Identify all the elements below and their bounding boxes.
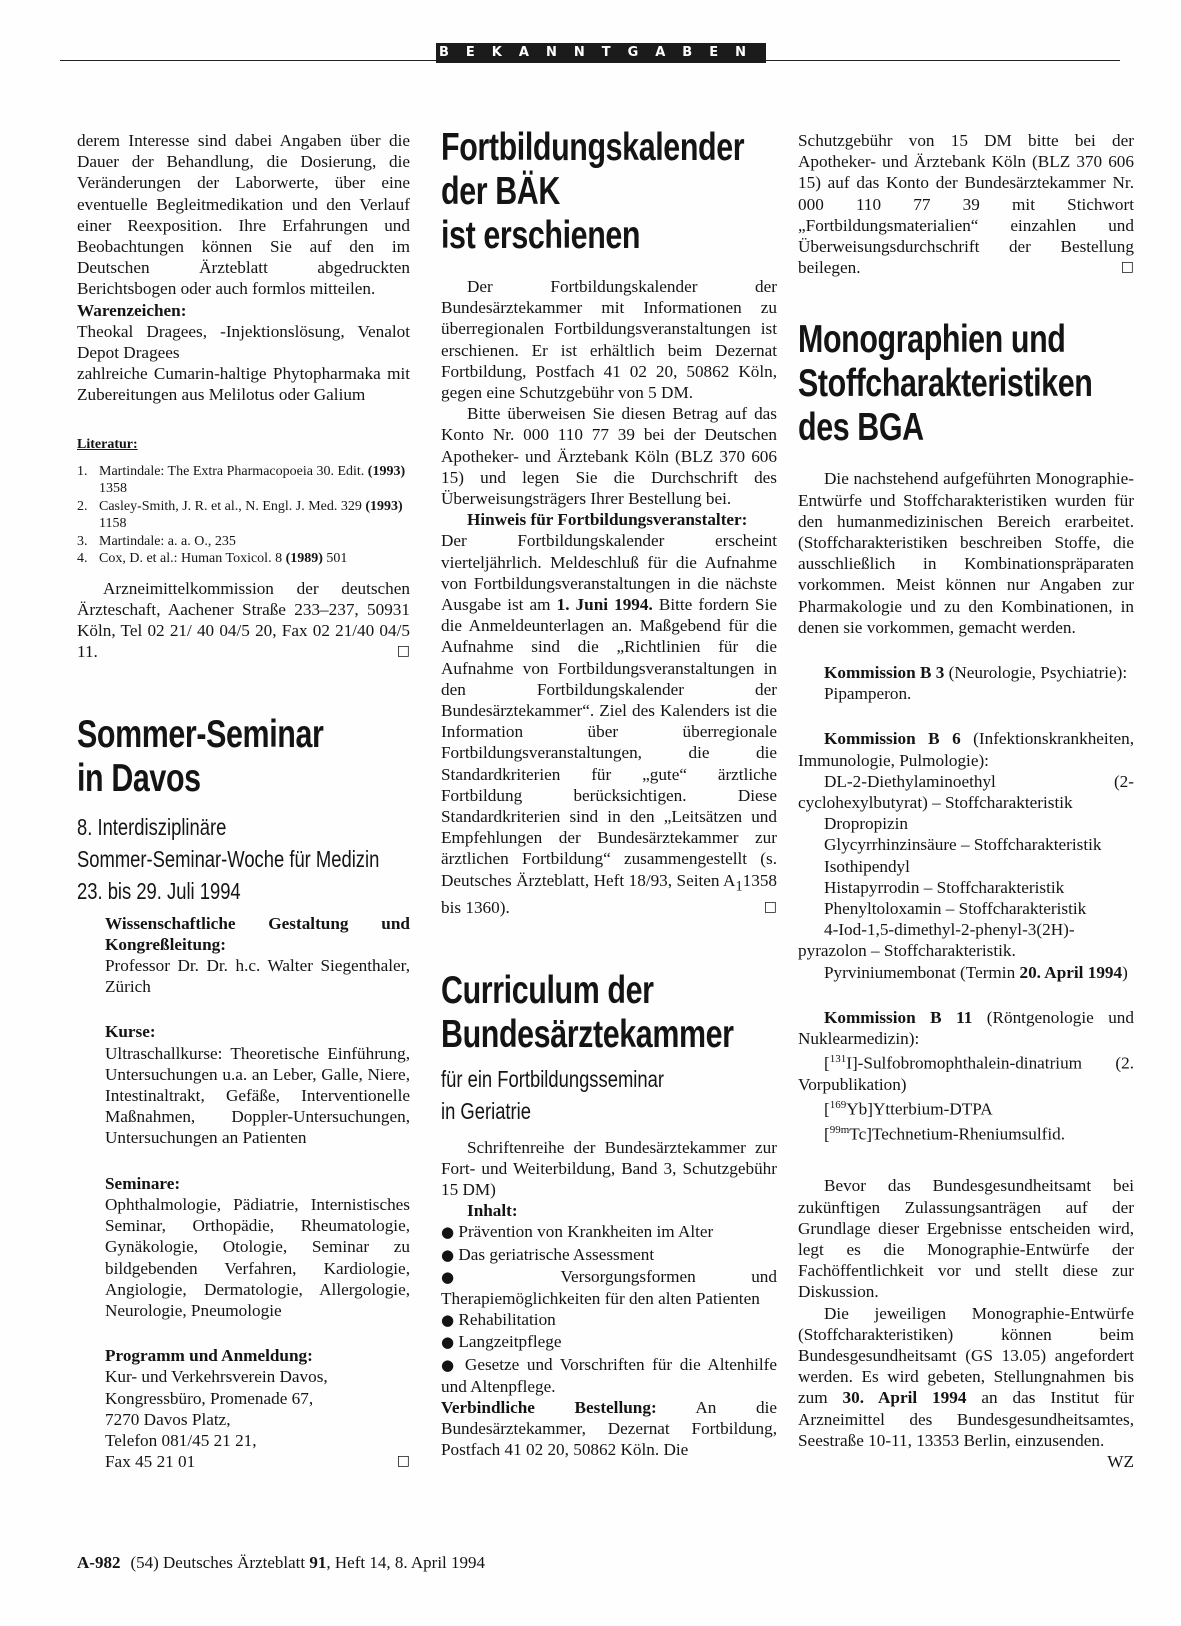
kurse-text: Ultraschallkurse: Theoretische Einführung, Untersuchungen u.a. an Leber, Galle, Niere, Intestinaltrakt, Gefäße, Interventionelle Maßnahmen, Doppler-Untersuchungen, Untersuchungen an Patienten [105, 1043, 410, 1148]
seminare-label: Seminare: [105, 1173, 181, 1193]
bullet-icon: ● [441, 1311, 455, 1330]
kommission-b6: Kommission B 6 (Infektionskrankheiten, Immunologie, Pulmologie): [798, 729, 1134, 770]
kommission-b3: Kommission B 3 (Neurologie, Psychiatrie): [824, 663, 1128, 683]
curriculum-p1: Schriftenreihe der Bundesärztekammer zur Fort- und Weiterbildung, Band 3, Schutzgebühr 15 DM) [441, 1137, 777, 1199]
literature-list [77, 463, 410, 568]
contact-paragraph: Arzneimittelkommission der deutschen Ärzteschaft, Aachener Straße 233–237, 50931 Köln, Tel 02 21/ 40 04/5 20, Fax 02 21/40 04/5 11. □ [77, 578, 410, 662]
section-label: BEKANNTGABEN [436, 43, 766, 63]
list-item: [$^{99m}$Tc]Technetium-Rheniumsulfid. [824, 1124, 1066, 1145]
davos-title: Sommer-Seminar in Davos [77, 712, 324, 800]
wiss-text: Professor Dr. Dr. h.c. Walter Siegenthaler, Zürich [105, 956, 410, 997]
page-number: A-982 [77, 1553, 121, 1572]
list-item: Pyrviniumembonat (Termin 20. April 1994) [824, 962, 1128, 982]
end-box-icon: □ [763, 899, 777, 916]
literature-item: 3. Martindale: a. a. O., 235 [77, 533, 236, 549]
list-item: ● Langzeitpflege [441, 1332, 562, 1352]
list-item: [$^{131}$I]-Sulfobromophthalein-dinatrium (2. Vorpublikation) [798, 1053, 1134, 1095]
literature-title: Literatur: [77, 436, 138, 452]
list-item: 4-Iod-1,5-dimethyl-2-phenyl-3(2H)-pyrazolon – Stoffcharakteristik. [798, 920, 1075, 961]
bevor-paragraph: Bevor das Bundesgesundheitsamt bei zukünftigen Zulassungsanträgen auf der Grundlage dieser Ergebnisse entscheiden wird, legt es die Monographie-Entwürfe der Fachöffentlichkeit vor und stellt diese zur Diskussion. [798, 1176, 1134, 1302]
list-item: Glycyrrhinzinsäure – Stoffcharakteristik [824, 835, 1102, 855]
trademarks-label: Warenzeichen: [77, 300, 187, 320]
jeweiligen-paragraph: Die jeweiligen Monographie-Entwürfe (Stoffcharakteristiken) können beim Bundesgesundheitsamt (GS 13.05) angefordert werden. Es wird gebeten, Stellungnahmen bis zum 30. April 1994 an das Institut für Arzneimittel des Bundesgesundheitsamtes, Seestraße 10-11, 13353 Berlin, einzusenden. WZ [798, 1303, 1134, 1471]
inhalt-label: Inhalt: [467, 1201, 518, 1221]
list-item: Phenyltoloxamin – Stoffcharakteristik [824, 899, 1087, 919]
hinweis-text: Der Fortbildungskalender erscheint vierteljährlich. Meldeschluß für die Aufnahme von Fortbildungsveranstaltungen in die nächste Ausgabe ist am 1. Juni 1994. Bitte fordern Sie die Anmeldeunterlagen an. Maßgebend für die Aufnahme sind die „Richtlinien für die Aufnahme von Fortbildungsveranstaltungen in den Fortbildungskalender der Bundesärztekammer“. Ziel des Kalenders ist die Information über überregionale Fortbildungsveranstaltungen, die die Standardkriterien für „gute“ ärztliche Fortbildung berücksichtigen. Diese Standardkriterien sind in den „Leitsätzen und Empfehlungen der Bundesärztekammer zur ärztlichen Fortbildung“ zusammengestellt (s. Deutsches Ärzteblatt, Heft 18/93, Seiten $A_11358$ bis 1360). □ [441, 531, 777, 918]
bullet-icon: ● [441, 1245, 455, 1264]
list-item: Pipamperon. [824, 684, 912, 704]
list-item: ● Prävention von Krankheiten im Alter [441, 1222, 714, 1242]
bullet-icon: ● [441, 1267, 506, 1286]
signature: WZ [1107, 1451, 1134, 1471]
wiss-label: Wissenschaftliche Gestaltung und Kongreßleitung: [105, 913, 410, 954]
literature-item: 2. Casley-Smith, J. R. et al., N. Engl. J. Med. 329 (1993) 1158 [77, 498, 403, 532]
continuation-paragraph: Schutzgebühr von 15 DM bitte bei der Apotheker- und Ärztebank Köln (BLZ 370 606 15) auf das Konto der Bundesärztekammer Nr. 000 110 77 39 mit Stichwort „Fortbildungsmaterialien“ einzahlen und Überweisungsdurchschrift der Bestellung beilegen. □ [798, 131, 1134, 278]
end-box-icon: □ [396, 643, 410, 660]
bullet-icon: ● [441, 1333, 455, 1352]
list-item: [$^{169}$Yb]Ytterbium-DTPA [824, 1099, 993, 1120]
programm-label: Programm und Anmeldung: [105, 1346, 313, 1366]
curriculum-subtitle: für ein Fortbildungsseminar in Geriatrie [441, 1065, 664, 1124]
column-1 [77, 130, 410, 1472]
kurse-label: Kurse: [105, 1022, 156, 1042]
bullet-icon: ● [441, 1355, 458, 1374]
list-item: Dropropizin [824, 814, 909, 834]
fortbildung-p1: Der Fortbildungskalender der Bundesärztekammer mit Informationen zu überregionalen Fortbildungsveranstaltungen ist erschienen. Er ist erhältlich beim Dezernat Fortbildung, Postfach 41 02 20, 50862 Köln, gegen eine Schutzgebühr von 5 DM. [441, 277, 777, 403]
kommission-b11: Kommission B 11 (Röntgenologie und Nuklearmedizin): [798, 1007, 1134, 1049]
trademarks-2: zahlreiche Cumarin-haltige Phytopharmaka mit Zubereitungen aus Melilotus oder Galium [77, 364, 410, 405]
trademarks-1: Theokal Dragees, -Injektionslösung, Venalot Depot Dragees [77, 321, 410, 363]
column-2 [441, 126, 777, 1461]
programm-address: Kur- und Verkehrsverein Davos, Kongressbüro, Promenade 67, 7270 Davos Platz, Telefon 081/45 21 21, Fax 45 21 01 □ [105, 1367, 410, 1472]
end-box-icon: □ [1120, 259, 1134, 276]
list-item: DL-2-Diethylaminoethyl (2-cyclohexylbutyrat) – Stoffcharakteristik [798, 771, 1134, 813]
page-footer: A-982 (54) Deutsches Ärzteblatt 91, Heft 14, 8. April 1994 [77, 1553, 486, 1572]
list-item: ● Das geriatrische Assessment [441, 1244, 655, 1264]
fortbildung-title: Fortbildungskalender der BÄK ist erschienen [441, 126, 745, 257]
list-item: ● Gesetze und Vorschriften für die Altenhilfe und Altenpflege. [441, 1354, 777, 1396]
end-box-icon: □ [396, 1453, 410, 1470]
list-item: ● Rehabilitation [441, 1310, 556, 1330]
monographien-intro: Die nachstehend aufgeführten Monographie-Entwürfe und Stoffcharakteristiken wurden für den humanmedizinischen Bereich erarbeitet. (Stoffcharakteristiken beschreiben Stoffe, die ausschließlich in Kombinationspräparaten vorkommen. Meist können nur Angaben zur Pharmakologie und zu den Kombinationen, in denen sie vorkommen, gemacht werden. [798, 469, 1134, 637]
seminare-text: Ophthalmologie, Pädiatrie, Internistisches Seminar, Orthopädie, Rheumatologie, Gynäkologie, Otologie, Seminar zu bildgebenden Verfahren, Kardiologie, Angiologie, Dermatologie, Allergologie, Neurologie, Pneumologie [105, 1194, 410, 1320]
literature-item: 1. Martindale: The Extra Pharmacopoeia 30. Edit. (1993) 1358 [77, 463, 406, 497]
intro-paragraph: derem Interesse sind dabei Angaben über die Dauer der Behandlung, die Dosierung, die Veränderungen der Laborwerte, über eine eventuelle Begleitmedikation und den Verlauf einer Reexposition. Ihre Erfahrungen und Beobachtungen können Sie auf den im Deutschen Ärzteblatt abgedruckten Berichtsbogen oder auch formlos mitteilen. [77, 131, 410, 299]
hinweis-paragraph: Hinweis für Fortbildungsveranstalter: [467, 510, 748, 530]
list-item: Isothipendyl [824, 856, 910, 876]
inhalt-list [441, 1221, 777, 1397]
curriculum-title: Curriculum der Bundesärztekammer [441, 968, 734, 1056]
bestellung-paragraph: Verbindliche Bestellung: An die Bundesärztekammer, Dezernat Fortbildung, Postfach 41 02 20, 50862 Köln. Die [441, 1397, 777, 1460]
literature-item: 4. Cox, D. et al.: Human Toxicol. 8 (1989) 501 [77, 551, 348, 567]
davos-subtitle: 8. Interdisziplinäre Sommer-Seminar-Woche für Medizin 23. bis 29. Juli 1994 [77, 813, 380, 904]
list-item: ● Versorgungsformen und Therapiemöglichkeiten für den alten Patienten [441, 1266, 777, 1308]
list-item: Histapyrrodin – Stoffcharakteristik [824, 877, 1065, 897]
bullet-icon: ● [441, 1223, 455, 1242]
fortbildung-p2: Bitte überweisen Sie diesen Betrag auf das Konto Nr. 000 110 77 39 bei der Deutschen Apotheker- und Ärztebank Köln (BLZ 370 606 15) und legen Sie die Durchschrift des Überweisungsträgers Ihrer Bestellung bei. [441, 404, 777, 509]
column-3 [798, 130, 1134, 1472]
monographien-title: Monographien und Stoffcharakteristiken des BGA [798, 318, 1093, 450]
